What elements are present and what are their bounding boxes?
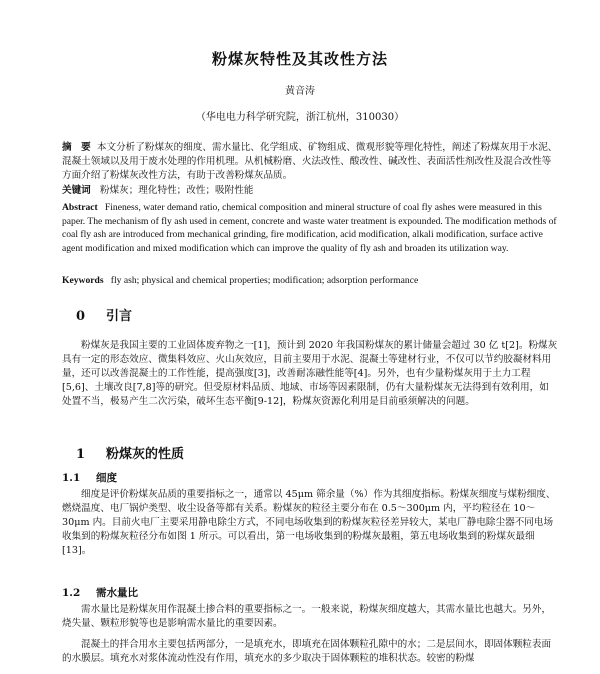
subsection-1-1-heading [62, 470, 117, 485]
abstract-en [62, 201, 558, 255]
subsection-1-2-title: 需水量比 [96, 587, 138, 599]
subsection-1-2-heading [62, 585, 138, 600]
subsection-1-2-number: 1.2 [62, 587, 81, 599]
section-1-heading [76, 443, 184, 462]
subsection-1-1-title: 细度 [96, 472, 117, 484]
affiliation: （华电电力科学研究院，浙江杭州，310030） [195, 112, 405, 123]
author-name: 黄音涛 [285, 86, 315, 97]
water-demand-paragraph-1: 需水量比是粉煤灰用作混凝土掺合料的重要指标之一。一般来说，粉煤灰细度越大，其需水量比也越大。另外，烧失量、颗粒形貌等也是影响需水量比的重要因素。 [62, 604, 552, 629]
section-1-number: 1 [76, 447, 86, 462]
intro-paragraph: 粉煤灰是我国主要的工业固体废弃物之一[1]，预计到 2020 年我国粉煤灰的累计储量会超过 30 亿 t[2]。粉煤灰具有一定的形态效应、微集料效应、火山灰效应，目前主要用于水泥、混凝土等建材行业，不仅可以节约胶凝材料用量，还可以改善混凝土的工作性能，提高强度[3]，改善耐冻融性能等[4]。另外，也有少量粉煤灰用于土力工程[5,6]、土壤改良[7,8]等的研究。但受原材料品质、地域、市场等因素限制，仍有大量粉煤灰无法得到有效利用，如处置不当，极易产生二次污染，破坏生态平衡[9-12]，粉煤灰资源化利用是目前亟须解决的问题。 [62, 340, 558, 407]
abstract-cn-label: 摘 要 [62, 142, 91, 153]
keywords-en [62, 274, 558, 288]
subsection-1-1-number: 1.1 [62, 472, 81, 484]
abstract-cn-text: 本文分析了粉煤灰的细度、需水量比、化学组成、矿物组成、微观形貌等理化特性，阐述了粉煤灰用于水泥、混凝土领域以及用于废水处理的作用机理。从机械粉磨、火法改性、酸改性、碱改性、表面活性剂改性及混合改性等方面介绍了粉煤灰改性方法，有助于改善粉煤灰品质。 [62, 142, 558, 181]
fineness-paragraph: 细度是评价粉煤灰品质的重要指标之一，通常以 45μm 筛余量（%）作为其细度指标。粉煤灰细度与煤粉细度、燃烧温度、电厂锅炉类型、收尘设备等都有关系。粉煤灰的粒径主要分布在 0.5～300μm 内，平均粒径在 10～30μm 内。目前火电厂主要采用静电除尘方式，不同电场收集到的粉煤灰粒径差异较大，某电厂静电除尘器不同电场收集到的粉煤灰粒径分布如图 1 所示。可以看出，第一电场收集到的粉煤灰最粗，第五电场收集到的粉煤灰最细[13]。 [62, 489, 556, 556]
section-0-number: 0 [76, 309, 86, 324]
abstract-en-text: Fineness, water demand ratio, chemical composition and mineral structure of coal fly ashes were measured in this paper. The mechanism of fly ash used in cement, concrete and waste water treatment is expounded. The modification methods of coal fly ash are introduced from mechanical grinding, fire modification, acid modification, alkali modification, surface active agent modification and mixed modification which can improve the quality of fly ash and broaden its utilization way. [62, 202, 557, 254]
paper-title: 粉煤灰特性及其改性方法 [211, 50, 388, 68]
section-0-heading [76, 305, 132, 324]
water-demand-paragraph-2: 混凝土的拌合用水主要包括两部分，一是填充水，即填充在固体颗粒孔隙中的水；二是层间水，即固体颗粒表面的水膜层。填充水对浆体流动性没有作用，填充水的多少取决于固体颗粒的堆积状态。较密的粉煤 [62, 639, 552, 664]
keywords-cn-label: 关键词 [62, 185, 91, 196]
keywords-cn-text: 粉煤灰；理化特性；改性；吸附性能 [99, 185, 254, 196]
keywords-en-label: Keywords [62, 275, 104, 286]
section-1-title: 粉煤灰的性质 [106, 447, 185, 462]
section-0-title: 引言 [106, 309, 133, 324]
abstract-cn [62, 141, 558, 183]
abstract-en-label: Abstract [62, 202, 98, 213]
keywords-cn [62, 184, 558, 198]
keywords-en-text: fly ash; physical and chemical properties; modification; adsorption performance [110, 275, 419, 286]
